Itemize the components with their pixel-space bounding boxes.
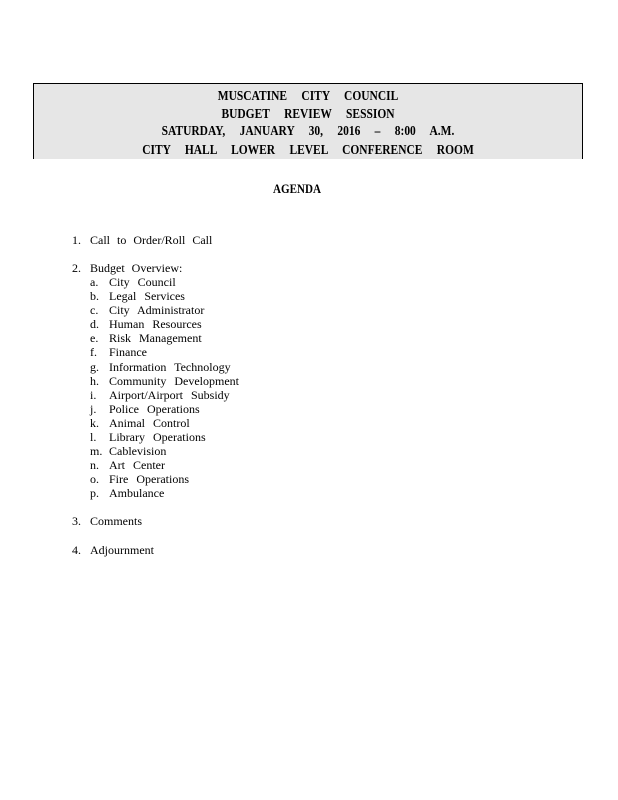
subitem-letter: k. [90,416,99,430]
subitem-letter: f. [90,345,97,359]
subitem-letter: b. [90,289,99,303]
subitem-letter: i. [90,388,97,402]
subitem-letter: p. [90,486,99,500]
subitem-text: City Administrator [109,303,205,317]
agenda-item-text: Adjournment [90,543,154,557]
subitem-letter: g. [90,360,99,374]
header-location: CITY HALL LOWER LEVEL CONFERENCE ROOM [142,143,474,158]
agenda-title: AGENDA [273,181,321,196]
subitem-text: Police Operations [109,402,200,416]
agenda-item-number: 1. [72,233,81,247]
subitem-letter: m. [90,444,103,458]
subitem-text: Cablevision [109,444,167,458]
subitem-text: City Council [109,275,176,289]
agenda-item-text: Comments [90,514,143,528]
agenda-item-text: Call to Order/Roll Call [90,233,213,247]
subitem-text: Library Operations [109,430,206,444]
subitem-letter: e. [90,331,99,345]
subitem-text: Airport/Airport Subsidy [109,388,230,402]
agenda-item-number: 2. [72,261,81,275]
subitem-letter: c. [90,303,99,317]
subitem-text: Finance [109,345,147,359]
header-date-time: SATURDAY, JANUARY 30, 2016 – 8:00 A.M. [161,124,455,139]
subitem-text: Risk Management [109,331,202,345]
subitem-text: Fire Operations [109,472,189,486]
subitem-letter: o. [90,472,99,486]
subitem-text: Art Center [109,458,165,472]
subitem-text: Information Technology [109,360,231,374]
header-session: BUDGET REVIEW SESSION [221,107,395,122]
subitem-text: Animal Control [109,416,190,430]
subitem-letter: n. [90,458,99,472]
header-title: MUSCATINE CITY COUNCIL [217,89,399,104]
subitem-text: Legal Services [109,289,185,303]
agenda-item-number: 3. [72,514,81,528]
subitem-letter: d. [90,317,99,331]
meeting-header [33,83,583,159]
subitem-letter: h. [90,374,99,388]
agenda-item-number: 4. [72,543,81,557]
agenda-item-text: Budget Overview: [90,261,183,275]
subitem-text: Human Resources [109,317,202,331]
subitem-text: Ambulance [109,486,165,500]
subitem-letter: a. [90,275,99,289]
subitem-letter: j. [90,402,97,416]
subitem-text: Community Development [109,374,239,388]
subitem-letter: l. [90,430,97,444]
